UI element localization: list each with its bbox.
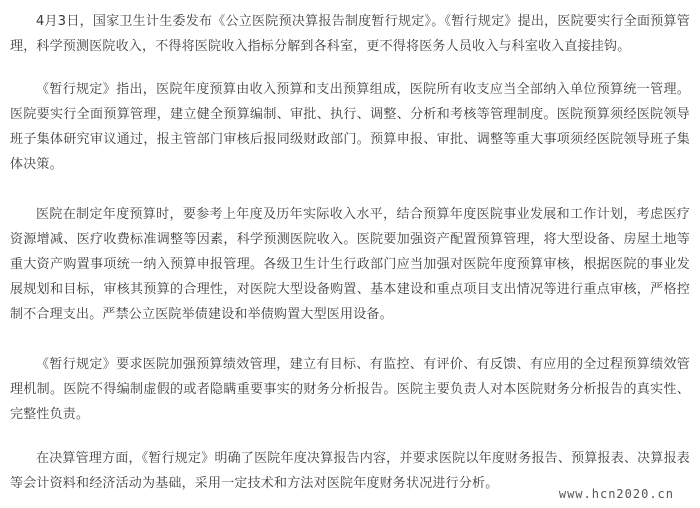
paragraph-4: 《暂行规定》要求医院加强预算绩效管理，建立有目标、有监控、有评价、有反馈、有应用的全过程预算绩效管理机制。医院不得编制虚假的或者隐瞒重要事实的财务分析报告。医院主要负责人对本医院财务分析报告的真实性、完整性负责。 [10, 357, 690, 422]
paragraph-1: 4月3日，国家卫生计生委发布《公立医院预决算报告制度暂行规定》。《暂行规定》提出，医院要实行全面预算管理，科学预测医院收入，不得将医院收入指标分解到各科室，更不得将医务人员收入与科室收入直接挂钩。 [10, 14, 690, 54]
paragraph-5: 在决算管理方面，《暂行规定》明确了医院年度决算报告内容，并要求医院以年度财务报告、预算报表、决算报表等会计资料和经济活动为基础，采用一定技术和方法对医院年度财务状况进行分析。 [10, 451, 690, 491]
paragraph-3: 医院在制定年度预算时，要参考上年度及历年实际收入水平，结合预算年度医院事业发展和工作计划，考虑医疗资源增减、医疗收费标准调整等因素，科学预测医院收入。医院要加强资产配置预算管理，将大型设备、房屋土地等重大资产购置事项统一纳入预算申报管理。各级卫生计生行政部门应当加强对医院年度预算审核，根据医院的事业发展规划和目标，审核其预算的合理性，对医院大型设备购置、基本建设和重点项目支出情况等进行重点审核，严格控制不合理支出。严禁公立医院举债建设和举债购置大型医用设备。 [10, 207, 690, 322]
site-watermark: www.hcn2020.cn [555, 486, 678, 502]
paragraph-2: 《暂行规定》指出，医院年度预算由收入预算和支出预算组成，医院所有收支应当全部纳入单位预算统一管理。医院要实行全面预算管理，建立健全预算编制、审批、执行、调整、分析和考核等管理制度。医院预算须经医院领导班子集体研究审议通过，报主管部门审核后报同级财政部门。预算申报、审批、调整等重大事项须经医院领导班子集体决策。 [10, 82, 690, 172]
